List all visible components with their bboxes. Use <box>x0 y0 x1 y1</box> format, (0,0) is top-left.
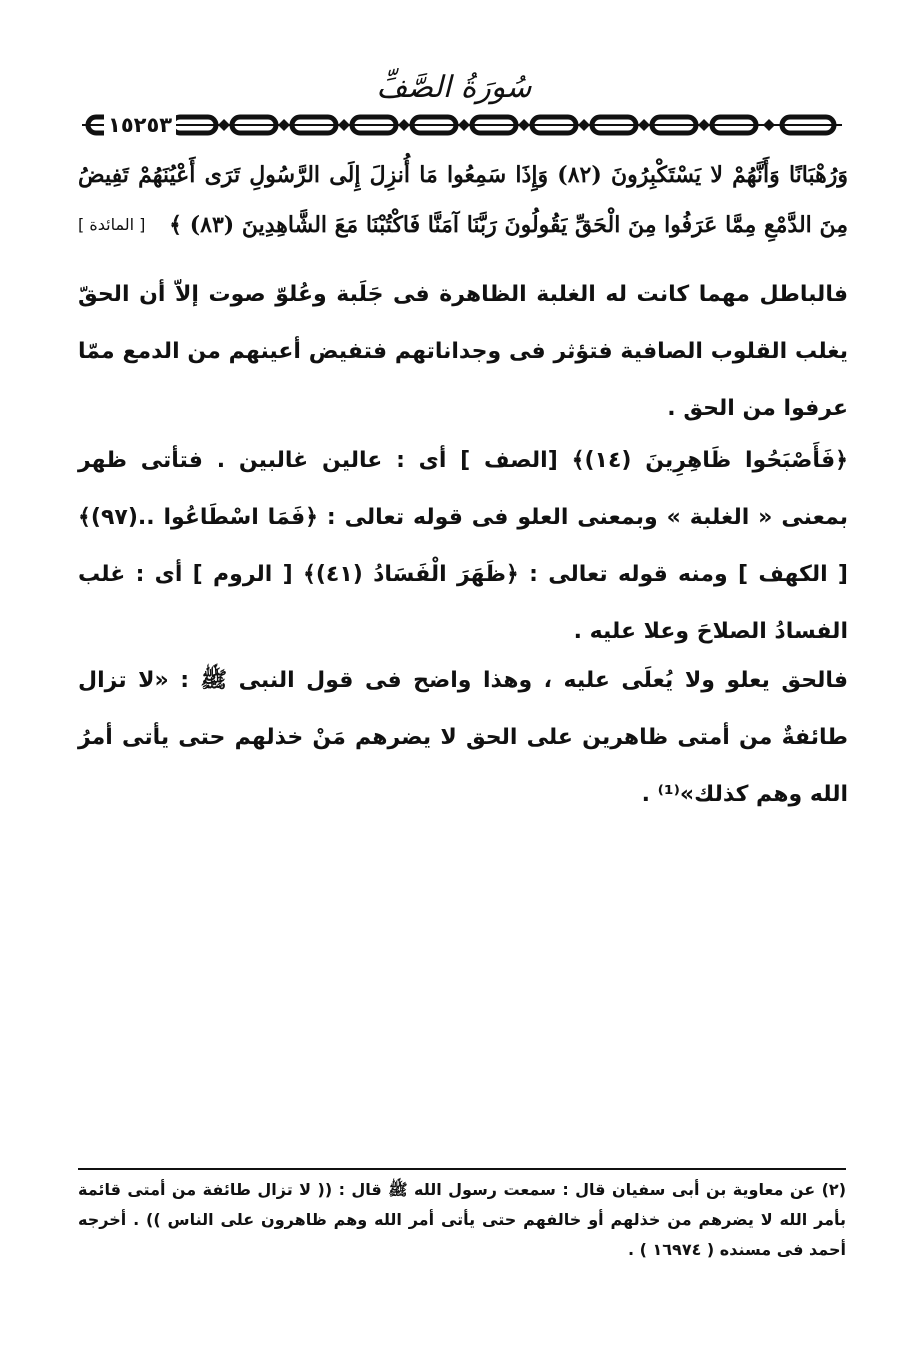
verse-reference: [ المائدة ] <box>78 215 146 234</box>
surah-title: سُورَةُ الصَّفِّ <box>376 70 532 105</box>
quran-verse-block <box>78 150 848 250</box>
body-paragraph: فالباطل مهما كانت له الغلبة الظاهرة فى جَلَبة وعُلوّ صوت إلاّ أن الحقّ يغلب القلوب الصافية فتؤثر فى وجداناتهم فتفيض أعينهم من الدمع ممّا عرفوا من الحق . <box>78 282 848 421</box>
verse-text: وَرُهْبَانًا وَأَنَّهُمْ لا يَسْتَكْبِرُونَ (٨٢) وَإِذَا سَمِعُوا مَا أُنزِلَ إِلَى الرَّسُولِ تَرَى أَعْيُنَهُمْ تَفِيضُ مِنَ الدَّمْعِ مِمَّا عَرَفُوا مِنَ الْحَقِّ يَقُولُونَ رَبَّنَا آمَنَّا فَاكْتُبْنَا مَعَ الشَّاهِدِينَ (٨٣) ﴾ <box>78 162 848 238</box>
footnote-divider <box>78 1168 846 1170</box>
footnote: (٢) عن معاوية بن أبى سفيان قال : سمعت رسول الله ﷺ قال : (( لا تزال طائفة من أمتى قائمة بأمر الله لا يضرهم من خذلهم أو خالفهم حتى يأتى أمر الله وهم ظاهرون على الناس )) . أخرجه أحمد فى مسنده ( ١٦٩٧٤ ) . <box>78 1180 846 1259</box>
page-number: ١٥٢٥٣ <box>104 110 176 140</box>
chain-ornament-icon <box>82 110 842 140</box>
body-paragraph: ﴿فَأَصْبَحُوا ظَاهِرِينَ (١٤)﴾ [الصف ] أى : عالين غالبين . فتأتى ظهر بمعنى « الغلبة » وبمعنى العلو فى قوله تعالى : ﴿فَمَا اسْطَاعُوا ..(٩٧)﴾ [ الكهف ] ومنه قوله تعالى : ﴿ظَهَرَ الْفَسَادُ (٤١)﴾ [ الروم ] أى : غلب الفسادُ الصلاحَ وعلا عليه . <box>78 448 848 644</box>
body-paragraph: فالحق يعلو ولا يُعلَى عليه ، وهذا واضح فى قول النبى ﷺ : «لا تزال طائفةٌ من أمتى ظاهرين على الحق لا يضرهم مَنْ خذلهم حتى يأتى أمرُ الله وهم كذلك»⁽¹⁾ . <box>78 668 848 807</box>
ornamental-header-band <box>82 110 842 140</box>
